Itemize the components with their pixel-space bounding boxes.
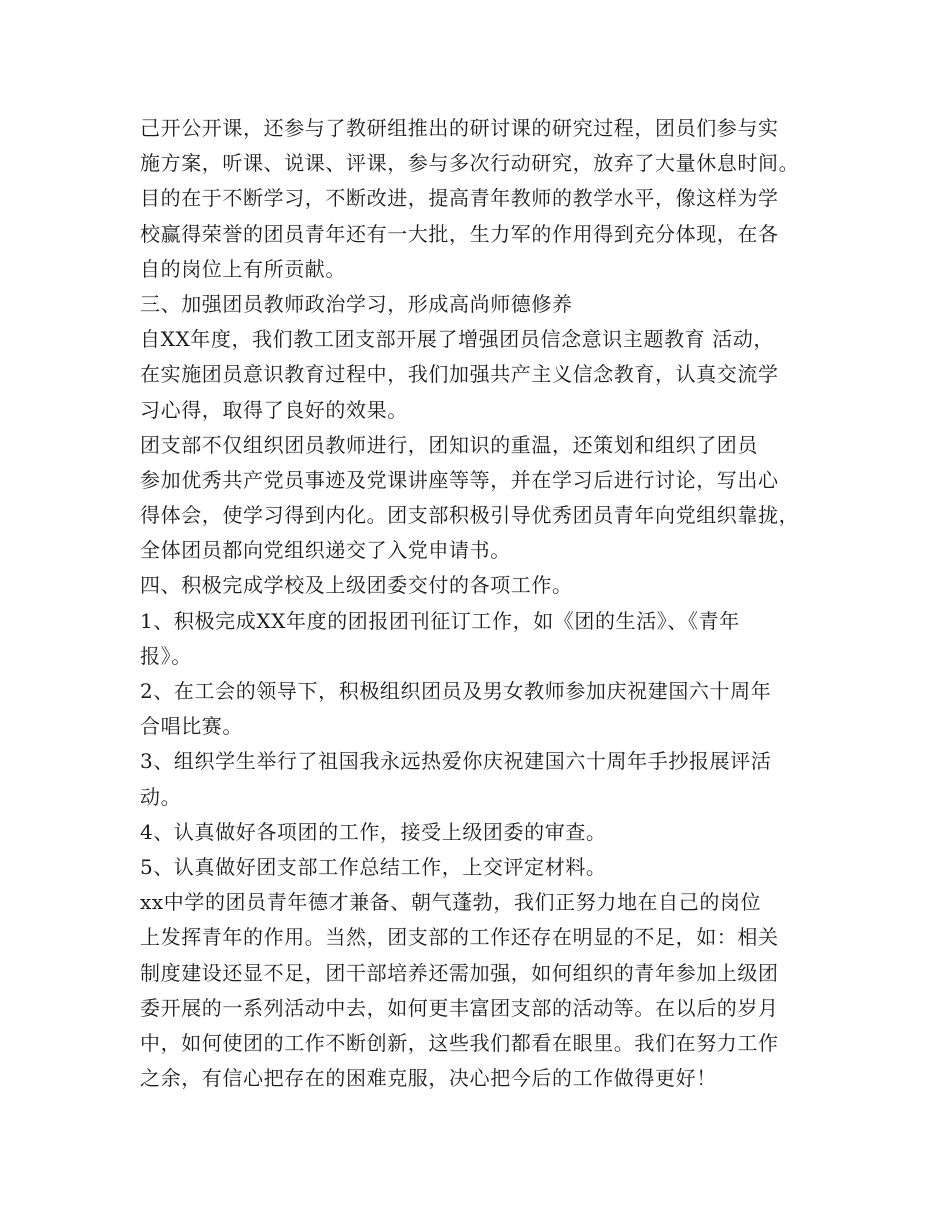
list-item: 3、组织学生举行了祖国我永远热爱你庆祝建国六十周年手抄报展评活 (140, 749, 772, 774)
list-item: 5、认真做好团支部工作总结工作，上交评定材料。 (140, 854, 607, 879)
text-line: 校赢得荣誉的团员青年还有一大批，生力军的作用得到充分体现，在各 (140, 221, 779, 246)
text-line: 委开展的一系列活动中去，如何更丰富团支部的活动等。在以后的岁月 (140, 995, 779, 1020)
document-body (140, 111, 815, 1096)
text-line: 施方案，听课、说课、评课，参与多次行动研究，放弃了大量休息时间。 (140, 151, 800, 176)
text-line: 自的岗位上有所贡献。 (140, 256, 346, 281)
list-item: 2、在工会的领导下，积极组织团员及男女教师参加庆祝建国六十周年 (140, 679, 772, 703)
section-heading: 三、加强团员教师政治学习，形成高尚师德修养 (140, 291, 573, 316)
text-line: 制度建设还显不足，团干部培养还需加强，如何组织的青年参加上级团 (140, 960, 779, 985)
text-line: 全体团员都向党组织递交了入党申请书。 (140, 538, 511, 563)
list-item: 1、积极完成XX年度的团报团刊征订工作，如《团的生活》、《青年 (140, 608, 740, 633)
text-line: 合唱比赛。 (140, 714, 243, 739)
text-line: 报》。 (140, 643, 192, 668)
text-line: 动。 (140, 784, 182, 809)
text-line: 上发挥青年的作用。当然，团支部的工作还存在明显的不足，如：相关 (140, 925, 779, 950)
text-line: 之余，有信心把存在的困难克服，决心把今后的工作做得更好！ (140, 1066, 717, 1091)
list-item: 4、认真做好各项团的工作，接受上级团委的审查。 (140, 819, 607, 844)
text-line: 得体会，使学习得到内化。团支部积极引导优秀团员青年向党组织靠拢， (140, 503, 800, 528)
text-line: 目的在于不断学习，不断改进，提高青年教师的教学水平，像这样为学 (140, 186, 779, 211)
text-line: 习心得，取得了良好的效果。 (140, 397, 408, 422)
section-heading: 四、积极完成学校及上级团委交付的各项工作。 (140, 573, 573, 598)
text-line: 参加优秀共产党员事迹及党课讲座等等，并在学习后进行讨论，写出心 (140, 467, 779, 492)
text-line: 中，如何使团的工作不断创新，这些我们都看在眼里。我们在努力工作 (140, 1030, 779, 1055)
text-line: 团支部不仅组织团员教师进行，团知识的重温，还策划和组织了团员 (140, 432, 758, 457)
text-line: 己开公开课，还参与了教研组推出的研讨课的研究过程，团员们参与实 (140, 116, 779, 140)
text-line: xx中学的团员青年德才兼备、朝气蓬勃，我们正努力地在自己的岗位 (140, 890, 762, 915)
text-line: 在实施团员意识教育过程中，我们加强共产主义信念教育，认真交流学 (140, 362, 779, 387)
text-line: 自XX年度，我们教工团支部开展了增强团员信念意识主题教育 活动， (140, 327, 775, 352)
